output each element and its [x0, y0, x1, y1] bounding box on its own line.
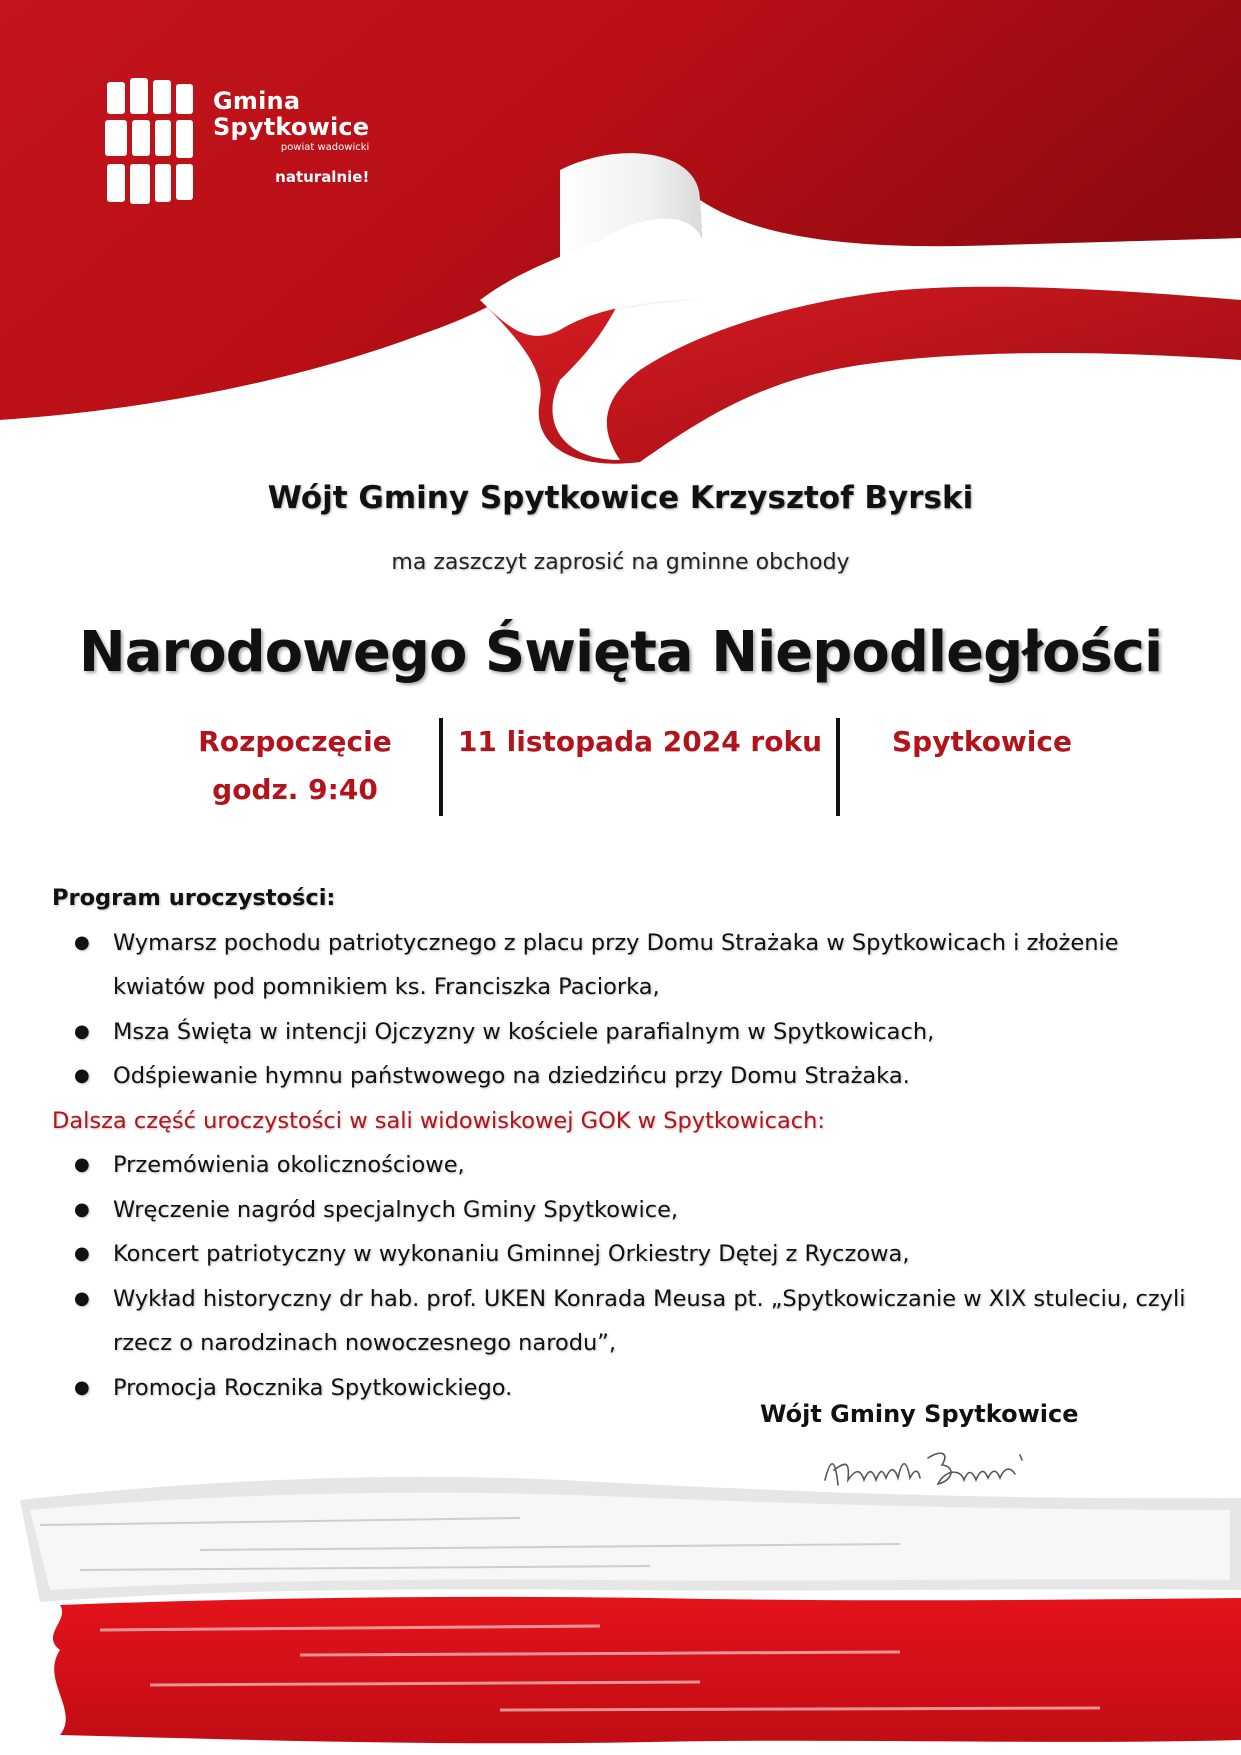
info-divider: [439, 718, 443, 816]
logo-line-gmina: Gmina: [213, 87, 301, 115]
bullet-icon: ●: [74, 1376, 90, 1398]
list-item: ● Odśpiewanie hymnu państwowego na dziedzińcu przy Domu Strażaka.: [52, 1054, 1192, 1099]
event-place: Spytkowice: [891, 725, 1072, 758]
program-list-part1: [52, 921, 1192, 1099]
list-item: ● Wręczenie nagród specjalnych Gminy Spytkowice,: [52, 1188, 1192, 1233]
flag-brush-background: [0, 1440, 1241, 1755]
start-label: Rozpoczęcie: [198, 725, 392, 758]
event-info-row: [0, 718, 1241, 818]
part2-title: Dalsza część uroczystości w sali widowiskowej GOK w Spytkowicach:: [52, 1107, 825, 1134]
logo-slogan: naturalnie!: [275, 168, 370, 186]
program-title: Program uroczystości:: [52, 885, 336, 911]
list-item: ● Msza Święta w intencji Ojczyzny w kościele parafialnym w Spytkowicach,: [52, 1010, 1192, 1055]
list-item: ● Promocja Rocznika Spytkowickiego.: [52, 1366, 1192, 1411]
logo-line-spytkowice: Spytkowice: [213, 113, 370, 141]
logo-grid-icon: [105, 78, 195, 206]
program-section: [52, 876, 1192, 1410]
start-time-block: [165, 718, 425, 814]
host-heading: Wójt Gminy Spytkowice Krzysztof Byrski: [267, 480, 974, 516]
info-divider: [836, 718, 840, 816]
logo-text: [213, 88, 369, 186]
bullet-icon: ●: [74, 1198, 90, 1220]
gmina-logo: [105, 78, 405, 208]
bullet-icon: ●: [74, 1287, 90, 1309]
logo-line-powiat: powiat wadowicki: [280, 142, 370, 153]
signature-title: Wójt Gminy Spytkowice: [760, 1400, 1079, 1428]
bullet-icon: ●: [74, 1065, 90, 1086]
program-list-part2: [52, 1143, 1192, 1410]
bullet-icon: ●: [74, 1243, 90, 1264]
list-item: ● Koncert patriotyczny w wykonaniu Gminnej Orkiestry Dętej z Ryczowa,: [52, 1232, 1192, 1277]
red-ribbon-background: [0, 0, 1241, 470]
list-item: ● Wymarsz pochodu patriotycznego z placu przy Domu Strażaka w Spytkowicach i złożenie kwiatów pod pomnikiem ks. Franciszka Paciorka,: [52, 921, 1192, 1010]
bullet-icon: ●: [74, 1154, 90, 1175]
bullet-icon: ●: [74, 931, 90, 953]
list-item: ● Przemówienia okolicznościowe,: [52, 1143, 1192, 1188]
event-date: 11 listopada 2024 roku: [457, 725, 823, 758]
start-time: godz. 9:40: [212, 773, 378, 806]
bullet-icon: ●: [74, 1020, 90, 1042]
invite-subheading: ma zaszczyt zaprosić na gminne obchody: [391, 550, 850, 575]
list-item: ● Wykład historyczny dr hab. prof. UKEN Konrada Meusa pt. „Spytkowiczanie w XIX stuleciu, czyli rzecz o narodzinach nowoczesnego narodu”,: [52, 1277, 1192, 1366]
event-title: Narodowego Święta Niepodległości: [78, 620, 1163, 685]
